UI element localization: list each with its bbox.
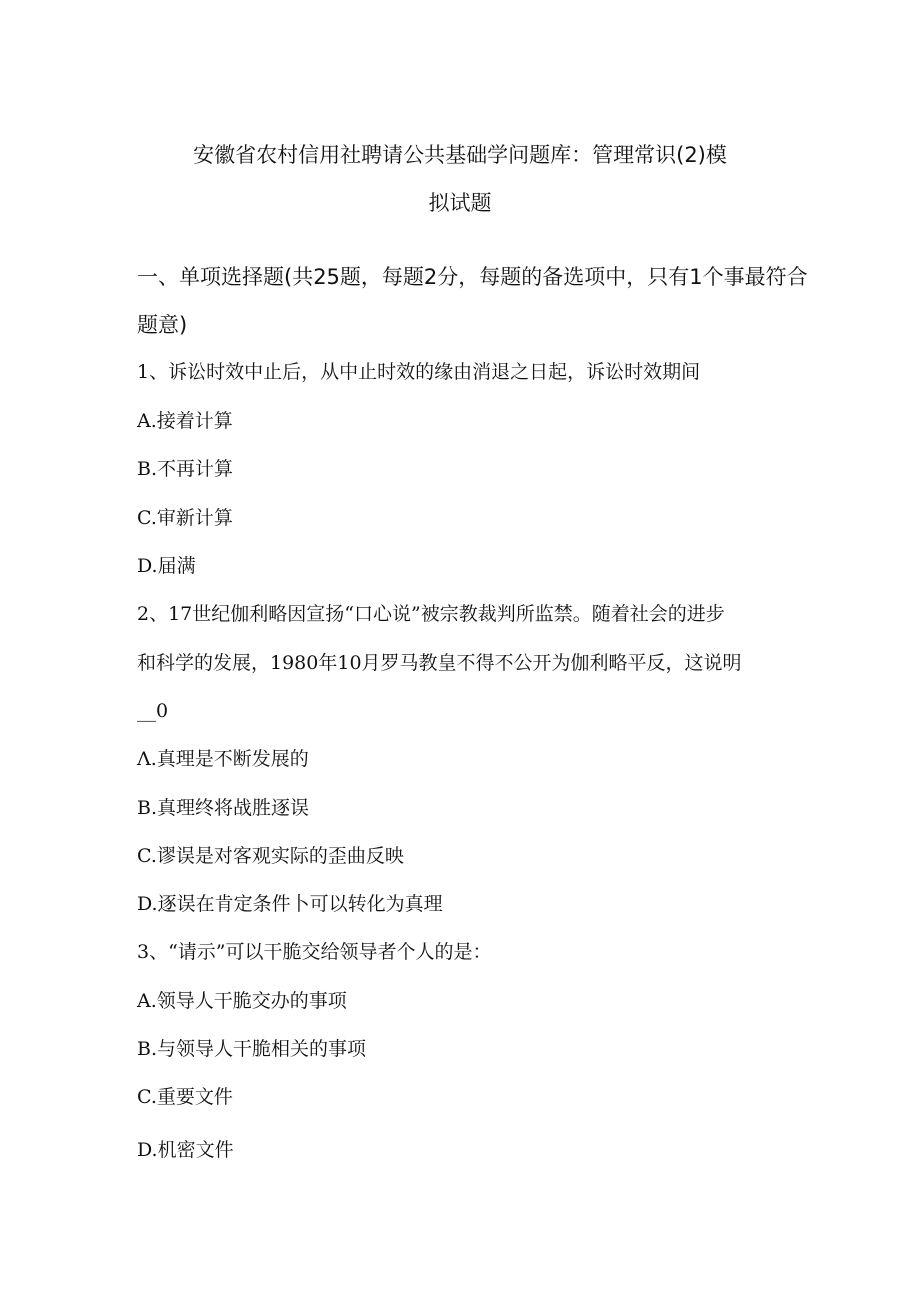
document-title-line-1: 安徽省农村信用社聘请公共基础学问题库：管理常识(2)模 (193, 143, 727, 167)
question-2-stem-line-2: 和科学的发展，1980年10月罗马教皇不得不公开为伽利略平反，这说明 (137, 652, 742, 674)
question-1-option-a: A.接着计算 (137, 410, 233, 432)
question-2-option-d: D.逐误在肯定条件卜可以转化为真理 (137, 893, 443, 915)
document-title-line-2: 拟试题 (428, 191, 492, 215)
question-2-stem-line-1: 2、17世纪伽利略因宣扬“口心说”被宗教裁判所监禁。随着社会的进步 (137, 603, 725, 625)
question-1-option-c: C.审新计算 (137, 507, 233, 529)
question-1-stem: 1、诉讼时效中止后，从中止时效的缘由消退之日起，诉讼时效期间 (137, 361, 701, 383)
question-2-option-b: B.真理终将战胜逐误 (137, 797, 310, 819)
question-1-option-b: B.不再计算 (137, 458, 234, 480)
question-1-option-d: D.届满 (137, 555, 196, 577)
question-3-option-d: D.机密文件 (137, 1139, 234, 1161)
section-heading-line-2: 题意) (137, 313, 188, 337)
question-3-option-c: C.重要文件 (137, 1086, 233, 1108)
question-3-option-b: B.与领导人干脆相关的事项 (137, 1038, 367, 1060)
question-2-stem-line-3: __0 (137, 700, 169, 722)
question-2-option-c: C.谬误是对客观实际的歪曲反映 (137, 845, 404, 867)
question-2-option-a: Λ.真理是不断发展的 (137, 748, 309, 770)
section-heading-line-1: 一、单项选择题(共25题，每题2分，每题的备选项中，只有1个事最符合 (137, 265, 808, 289)
question-3-stem: 3、“请示”可以干脆交给领导者个人的是： (137, 941, 492, 963)
question-3-option-a: A.领导人干脆交办的事项 (137, 990, 347, 1012)
